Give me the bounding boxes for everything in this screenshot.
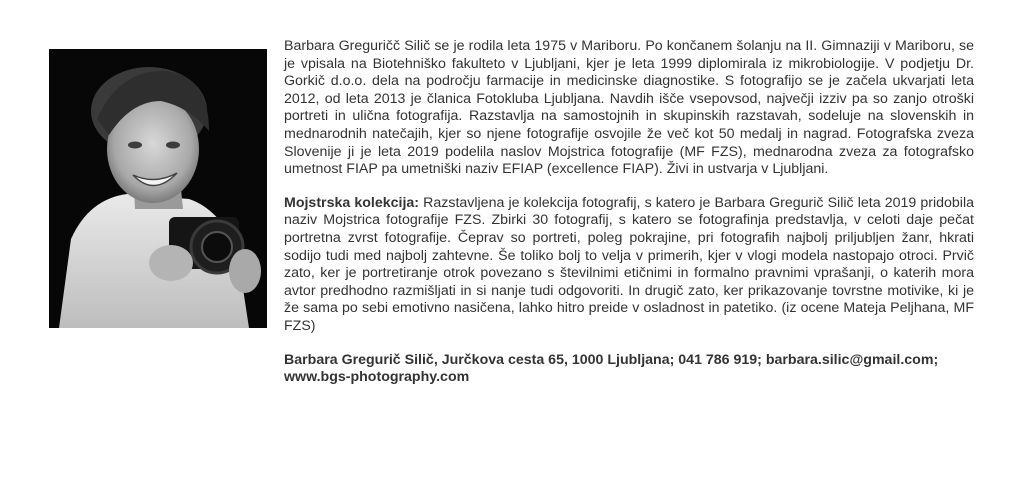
portrait-image [49, 49, 267, 328]
biography-text-column [284, 38, 974, 387]
biography-paragraph: Barbara Greguričč Silič se je rodila leta 1975 v Mariboru. Po končanem šolanju na II. Gimnaziji v Mariboru, se je vpisala na Biotehniško fakulteto v Ljubljani, kjer je leta 1999 diplomirala iz mikrobiologije. V podjetju Dr. Gorkič d.o.o. dela na področju farmacije in medicinske diagnostike. S fotografijo se je začela ukvarjati leta 2012, od leta 2013 je članica Fotokluba Ljubljana. Navdih išče vsepovsod, največji izziv pa so zanjo otroški portreti in ulična fotografija. Razstavlja na samostojnih in skupinskih razstavah, sodeluje na slovenskih in mednarodnih natečajih, kjer so njene fotografije osvojile že več kot 50 medalj in nagrad. Fotografska zveza Slovenije ji je leta 2019 podelila naslov Mojstrica fotografije (MF FZS), mednarodna zveza za fotografsko umetnost FIAP pa umetniški naziv EFIAP (excellence FIAP). Živi in ustvarja v Ljubljani. [284, 38, 974, 178]
contact-website: www.bgs-photography.com [284, 369, 470, 386]
collection-label: Mojstrska kolekcija: [284, 194, 420, 211]
contact-address-line: Barbara Gregurič Silič, Jurčkova cesta 65, 1000 Ljubljana; 041 786 919; barbara.silic@gmail.com; [284, 351, 939, 368]
collection-paragraph [284, 195, 974, 336]
author-portrait-photo [49, 49, 267, 328]
contact-block [284, 352, 974, 387]
collection-text: Razstavljena je kolekcija fotografij, s katero je Barbara Gregurič Silič leta 2019 pridobila naziv Mojstrica fotografije FZS. Zbirki 30 fotografij, s katero se fotografinja predstavlja, v celoti daje pečat portretna zvrst fotografije. Čeprav so portreti, poleg pokrajine, pri fotografih najbolj priljubljen žanr, hkrati sodijo tudi med najbolj zahtevne. Še toliko bolj to velja v primerih, kjer v vlogi modela nastopajo otroci. Prvič zato, ker je portretiranje otrok povezano s številnimi etičnimi in formalno pravnimi vprašanji, o katerih mora avtor predhodno razmišljati in si nanje tudi odgovoriti. In drugič zato, ker prikazovanje tovrstne motivike, ki je že sama po sebi emotivno nasičena, lahko hitro preide v osladnost in patetiko. (iz ocene Mateja Peljhana, MF FZS) [284, 194, 974, 334]
